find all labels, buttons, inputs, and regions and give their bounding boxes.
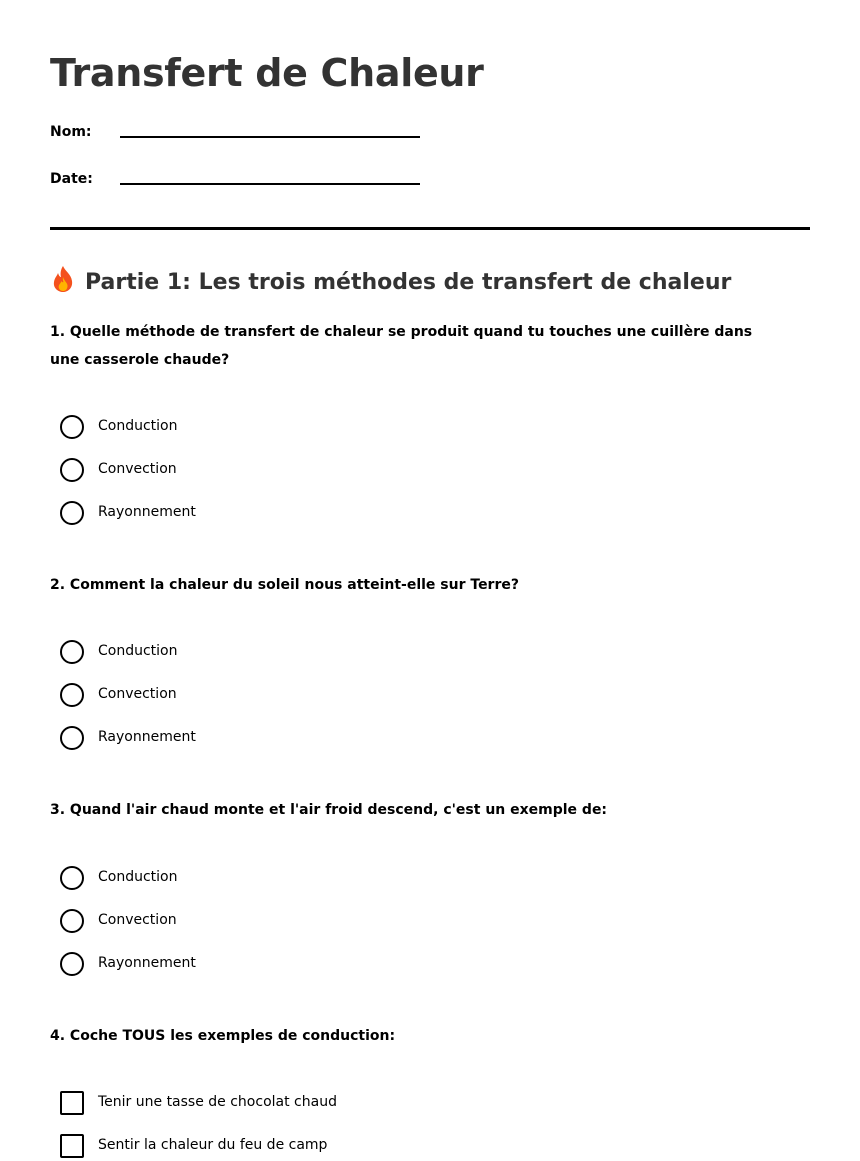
option-label: Sentir la chaleur du feu de camp — [98, 1137, 328, 1153]
q1-option-rayonnement[interactable] — [60, 501, 660, 525]
checkbox[interactable] — [60, 1091, 84, 1115]
radio-button[interactable] — [60, 909, 84, 933]
option-label: Rayonnement — [98, 504, 196, 520]
q3-option-rayonnement[interactable] — [60, 952, 660, 976]
option-label: Convection — [98, 461, 177, 477]
header-divider — [50, 227, 810, 230]
radio-button[interactable] — [60, 952, 84, 976]
q3-option-conduction[interactable] — [60, 866, 660, 890]
question-1: 1. Quelle méthode de transfert de chaleur se produit quand tu touches une cuillère dans une casserole chaude? — [50, 324, 753, 368]
q2-option-convection[interactable] — [60, 683, 660, 707]
radio-button[interactable] — [60, 458, 84, 482]
question-3: 3. Quand l'air chaud monte et l'air froid descend, c'est un exemple de: — [50, 802, 608, 818]
question-2: 2. Comment la chaleur du soleil nous atteint-elle sur Terre? — [50, 577, 519, 593]
q4-option-feu-de-camp[interactable] — [60, 1134, 660, 1158]
option-label: Conduction — [98, 418, 178, 434]
page-title: Transfert de Chaleur — [50, 51, 484, 95]
date-field[interactable] — [120, 183, 420, 185]
radio-button[interactable] — [60, 683, 84, 707]
q4-option-chocolat[interactable] — [60, 1091, 660, 1115]
radio-button[interactable] — [60, 866, 84, 890]
name-field-row — [50, 123, 450, 147]
name-field[interactable] — [120, 136, 420, 138]
option-label: Convection — [98, 686, 177, 702]
option-label: Tenir une tasse de chocolat chaud — [98, 1094, 337, 1110]
name-label: Nom: — [50, 124, 92, 140]
q2-option-rayonnement[interactable] — [60, 726, 660, 750]
checkbox[interactable] — [60, 1134, 84, 1158]
radio-button[interactable] — [60, 415, 84, 439]
section-title — [50, 265, 731, 299]
q2-option-conduction[interactable] — [60, 640, 660, 664]
option-label: Conduction — [98, 869, 178, 885]
q1-option-conduction[interactable] — [60, 415, 660, 439]
option-label: Rayonnement — [98, 955, 196, 971]
option-label: Conduction — [98, 643, 178, 659]
option-label: Convection — [98, 912, 177, 928]
radio-button[interactable] — [60, 726, 84, 750]
date-field-row — [50, 170, 450, 194]
date-label: Date: — [50, 171, 93, 187]
fire-icon — [50, 265, 76, 293]
radio-button[interactable] — [60, 501, 84, 525]
q3-option-convection[interactable] — [60, 909, 660, 933]
radio-button[interactable] — [60, 640, 84, 664]
option-label: Rayonnement — [98, 729, 196, 745]
q1-option-convection[interactable] — [60, 458, 660, 482]
question-4: 4. Coche TOUS les exemples de conduction: — [50, 1028, 396, 1044]
section-title-text: Partie 1: Les trois méthodes de transfert de chaleur — [85, 270, 732, 295]
